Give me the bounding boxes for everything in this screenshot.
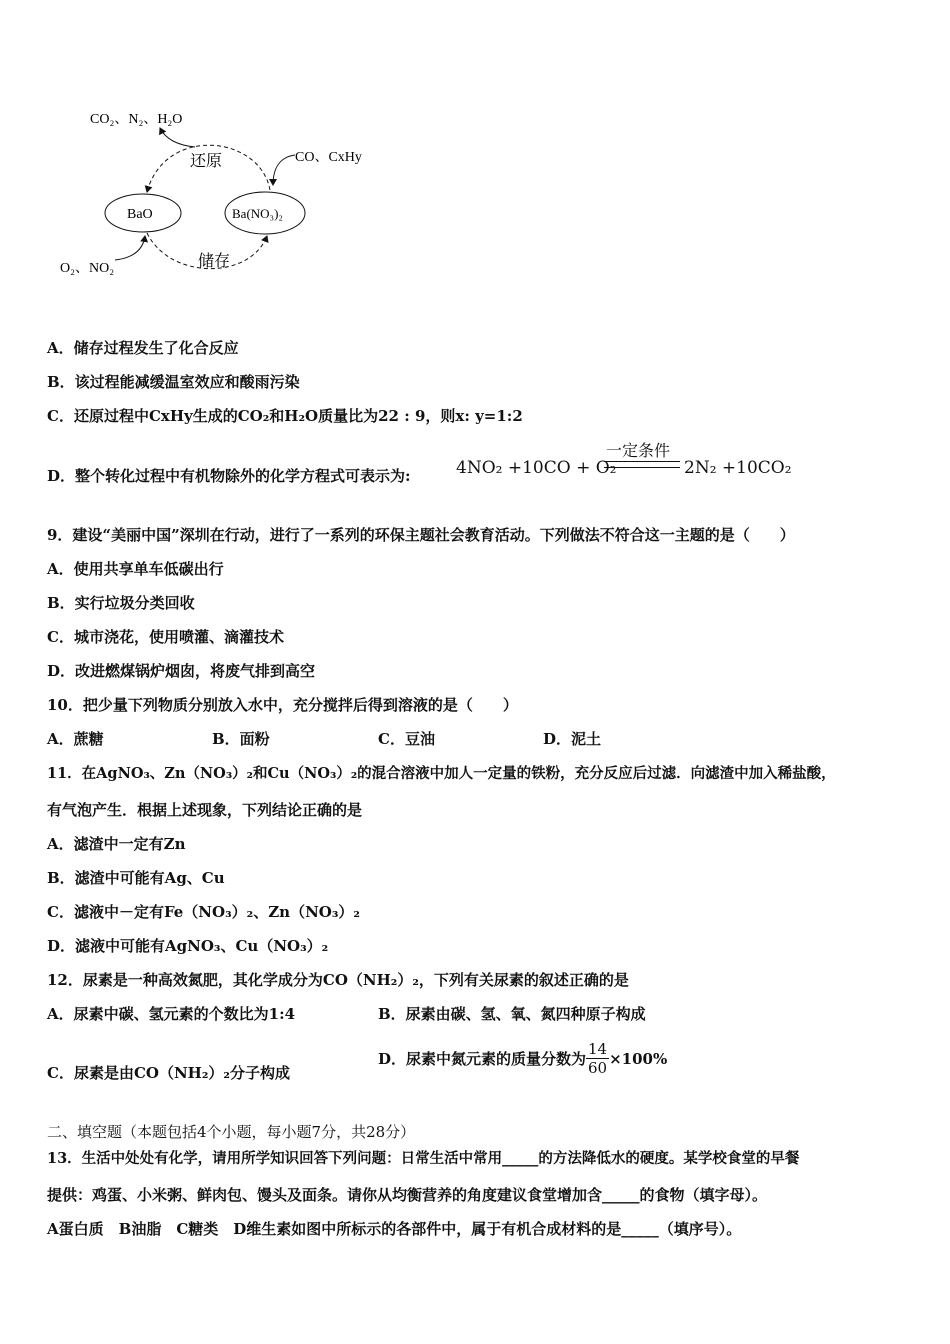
q10-option-c: C．豆油 <box>378 730 435 748</box>
q8-equation-condition: 一定条件 <box>606 441 671 460</box>
q10-option-b: B．面粉 <box>212 730 270 748</box>
q9-option-b: B．实行垃圾分类回收 <box>47 594 195 612</box>
q12-option-d-row <box>378 1040 667 1077</box>
ba-nitrate-label: Ba(NO₃)₂ <box>232 206 283 221</box>
equation-equals-sign <box>604 461 680 468</box>
fraction-denominator: 60 <box>588 1059 608 1077</box>
q9-stem: 9．建设“美丽中国”深圳在行动，进行了一系列的环保主题社会教育活动。下列做法不符合这一主题的是（ ） <box>47 526 795 544</box>
q8-equation-right: 2N₂ +10CO₂ <box>684 458 792 478</box>
q8-option-c: C．还原过程中CxHy生成的CO₂和H₂O质量比为22 : 9，则x: y=1:2 <box>47 407 523 425</box>
q12-option-b: B．尿素由碳、氢、氧、氮四种原子构成 <box>378 1005 646 1023</box>
reduce-label: 还原 <box>190 151 223 170</box>
left-reactant-label: O₂、NO₂ <box>60 261 115 276</box>
q12-option-d: D．尿素中氮元素的质量分数为 <box>378 1050 587 1068</box>
top-products-label: CO₂、N₂、H₂O <box>90 112 183 127</box>
q8-equation-left: 4NO₂ +10CO + O₂ <box>456 458 617 478</box>
q12-stem: 12．尿素是一种高效氮肥，其化学成分为CO（NH₂）₂，下列有关尿素的叙述正确的是 <box>47 971 629 989</box>
q11-stem-line1: 11．在AgNO₃、Zn（NO₃）₂和Cu（NO₃）₂的混合溶液中加人一定量的铁粉，充分反应后过滤．向滤渣中加入稀盐酸， <box>47 765 836 782</box>
q8-option-b: B．该过程能减缓温室效应和酸雨污染 <box>47 373 300 391</box>
fraction-numerator: 14 <box>588 1040 608 1058</box>
left-reactant-arrow <box>115 236 145 260</box>
nsr-cycle-diagram <box>55 100 395 290</box>
q13-line3: A蛋白质 B油脂 C糖类 D维生素如图中所标示的各部件中，属于有机合成材料的是_____（填序号）。 <box>47 1220 742 1238</box>
store-label: 储存 <box>198 251 231 270</box>
q12-option-a: A．尿素中碳、氢元素的个数比为1:4 <box>47 1005 296 1023</box>
products-arrow <box>160 128 195 147</box>
q10-option-a: A．蔗糖 <box>47 730 104 748</box>
q11-stem-line2: 有气泡产生．根据上述现象，下列结论正确的是 <box>47 801 363 819</box>
right-reactant-label: CO、CxHy <box>295 150 362 165</box>
q13-line1: 13．生活中处处有化学，请用所学知识回答下列问题：日常生活中常用_____的方法降低水的硬度。某学校食堂的早餐 <box>47 1150 800 1167</box>
q11-option-d: D．滤液中可能有AgNO₃、Cu（NO₃）₂ <box>47 937 329 955</box>
q11-option-c: C．滤液中－定有Fe（NO₃）₂、Zn（NO₃）₂ <box>47 903 361 921</box>
q11-option-a: A．滤渣中一定有Zn <box>47 835 186 853</box>
q13-line2: 提供：鸡蛋、小米粥、鲜肉包、馒头及面条。请你从均衡营养的角度建议食堂增加含_____的食物（填字母）。 <box>47 1186 768 1204</box>
q10-option-d: D．泥土 <box>543 730 602 748</box>
q10-stem: 10．把少量下列物质分别放入水中，充分搅拌后得到溶液的是（ ） <box>47 696 518 714</box>
q9-option-d: D．改进燃煤锅炉烟囱，将废气排到高空 <box>47 662 316 680</box>
section-2-title: 二、填空题（本题包括4个小题，每小题7分，共28分） <box>47 1123 416 1141</box>
q8-option-a: A．储存过程发生了化合反应 <box>47 339 239 357</box>
q11-option-b: B．滤渣中可能有Ag、Cu <box>47 869 225 887</box>
bao-label: BaO <box>127 207 153 222</box>
q9-option-a: A．使用共享单车低碳出行 <box>47 560 224 578</box>
q12-option-c: C．尿素是由CO（NH₂）₂分子构成 <box>47 1064 290 1082</box>
q8-option-d: D．整个转化过程中有机物除外的化学方程式可表示为: <box>47 467 411 485</box>
q9-option-c: C．城市浇花，使用喷灌、滴灌技术 <box>47 628 284 646</box>
fraction-suffix: ×100% <box>609 1049 668 1068</box>
mass-fraction <box>586 1040 609 1077</box>
right-reactant-arrow <box>273 155 295 185</box>
